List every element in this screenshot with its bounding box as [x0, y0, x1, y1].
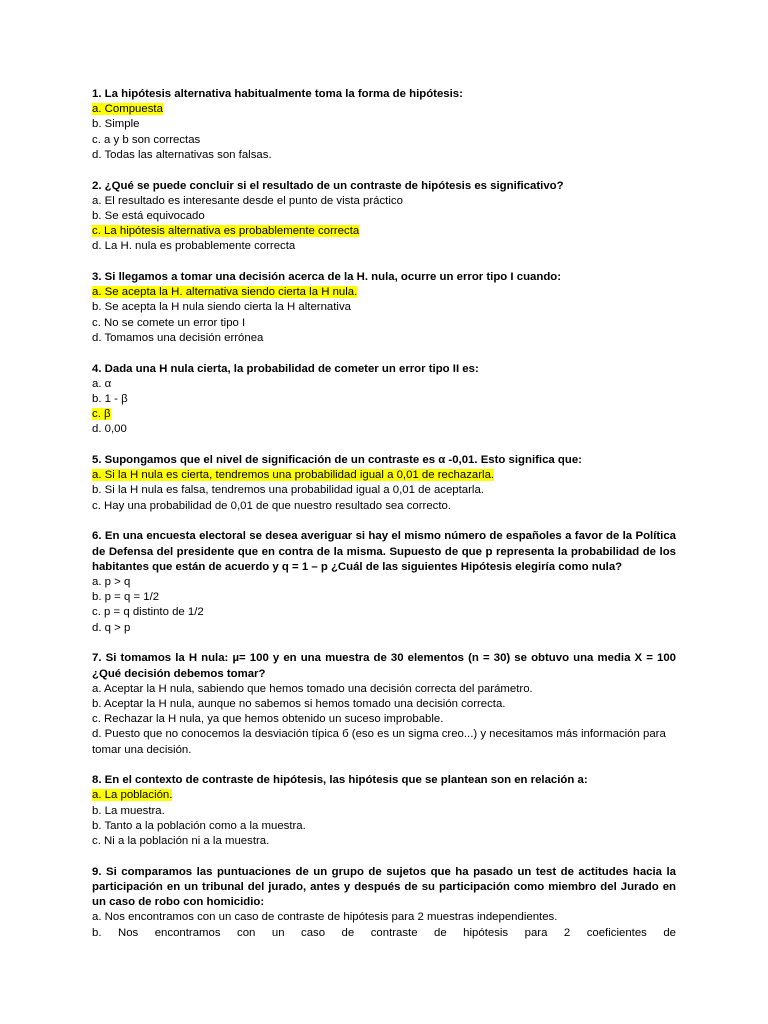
answer-option: c. Rechazar la H nula, ya que hemos obtenido un suceso improbable. — [92, 713, 444, 726]
question-text: 3. Si llegamos a tomar una decisión acerca de la H. nula, ocurre un error tipo I cuando: — [92, 271, 562, 284]
question-text: 6. En una encuesta electoral se desea averiguar si hay el mismo número de españoles a favor de la Política de Defensa del presidente que en contra de la misma. Supuesto de que p representa la probabilidad de los habitantes que están de acuerdo y q = 1 – p ¿Cuál de las siguientes Hipótesis elegiría como nula? — [92, 530, 676, 573]
question-4 — [92, 362, 676, 438]
answer-option — [92, 224, 676, 239]
question-9 — [92, 865, 676, 941]
answer-option: b. La muestra. — [92, 804, 165, 817]
answer-option: b. Nos encontramos con un caso de contraste de hipótesis para 2 coeficientes de — [92, 926, 676, 939]
question-text: 9. Si comparamos las puntuaciones de un grupo de sujetos que ha pasado un test de actitudes hacia la participación en un tribunal del jurado, antes y después de su participación como miembro del Jurado en un caso de robo con homicidio: — [92, 865, 676, 909]
highlighted-answer: a. Compuesta — [92, 103, 163, 116]
answer-option: b. Tanto a la población como a la muestra. — [92, 819, 306, 832]
answer-option: a. α — [92, 377, 112, 390]
answer-option: b. Se está equivocado — [92, 209, 205, 222]
question-1 — [92, 87, 676, 163]
question-2 — [92, 179, 676, 255]
answer-option — [92, 407, 676, 422]
highlighted-answer: a. Se acepta la H. alternativa siendo cierta la H nula. — [92, 286, 358, 299]
answer-option: b. Simple — [92, 118, 140, 131]
answer-option: b. Aceptar la H nula, aunque no sabemos si hemos tomado una decisión correcta. — [92, 697, 506, 710]
answer-option: c. Hay una probabilidad de 0,01 de que nuestro resultado sea correcto. — [92, 499, 452, 512]
answer-option — [92, 102, 676, 117]
answer-option: d. 0,00 — [92, 423, 127, 436]
answer-option: d. Tomamos una decisión errónea — [92, 331, 264, 344]
answer-option: a. Aceptar la H nula, sabiendo que hemos tomado una decisión correcta del parámetro. — [92, 682, 533, 695]
question-text: 1. La hipótesis alternativa habitualmente toma la forma de hipótesis: — [92, 88, 463, 100]
answer-option: a. El resultado es interesante desde el punto de vista práctico — [92, 194, 403, 207]
answer-option: a. Nos encontramos con un caso de contraste de hipótesis para 2 muestras independientes. — [92, 911, 558, 924]
answer-option: a. p > q — [92, 575, 131, 588]
highlighted-answer: c. La hipótesis alternativa es probablemente correcta — [92, 225, 360, 238]
answer-option: d. La H. nula es probablemente correcta — [92, 240, 296, 253]
answer-option: c. a y b son correctas — [92, 133, 201, 146]
question-text: 8. En el contexto de contraste de hipótesis, las hipótesis que se plantean son en relación a: — [92, 774, 588, 787]
question-text: 5. Supongamos que el nivel de significación de un contraste es α -0,01. Esto significa que: — [92, 454, 582, 467]
answer-option — [92, 285, 676, 300]
answer-option — [92, 468, 676, 483]
highlighted-answer: a. La población. — [92, 789, 173, 802]
question-6 — [92, 529, 676, 635]
question-text: 7. Si tomamos la H nula: µ= 100 y en una muestra de 30 elementos (n = 30) se obtuvo una media X = 100 ¿Qué decisión debemos tomar? — [92, 652, 676, 680]
answer-option: d. Todas las alternativas son falsas. — [92, 148, 272, 161]
question-3 — [92, 270, 676, 346]
answer-option: c. Ni a la población ni a la muestra. — [92, 835, 270, 848]
answer-option: b. Se acepta la H nula siendo cierta la H alternativa — [92, 301, 351, 314]
highlighted-answer: c. β — [92, 408, 111, 421]
answer-option: b. p = q = 1/2 — [92, 591, 160, 604]
question-5 — [92, 453, 676, 514]
answer-option: b. Si la H nula es falsa, tendremos una probabilidad igual a 0,01 de aceptarla. — [92, 484, 484, 497]
answer-option: d. q > p — [92, 621, 131, 634]
question-7 — [92, 651, 676, 757]
highlighted-answer: a. Si la H nula es cierta, tendremos una probabilidad igual a 0,01 de rechazarla. — [92, 469, 495, 482]
question-8 — [92, 773, 676, 849]
answer-option — [92, 788, 676, 803]
question-text: 2. ¿Qué se puede concluir si el resultado de un contraste de hipótesis es significativo? — [92, 179, 564, 192]
answer-option: d. Puesto que no conocemos la desviación típica б (eso es un sigma creo...) y necesitamos más información para tomar una decisión. — [92, 728, 666, 756]
answer-option: c. p = q distinto de 1/2 — [92, 606, 204, 619]
answer-option: b. 1 - β — [92, 392, 128, 405]
answer-option: c. No se comete un error tipo I — [92, 316, 246, 329]
question-text: 4. Dada una H nula cierta, la probabilidad de cometer un error tipo II es: — [92, 362, 479, 375]
